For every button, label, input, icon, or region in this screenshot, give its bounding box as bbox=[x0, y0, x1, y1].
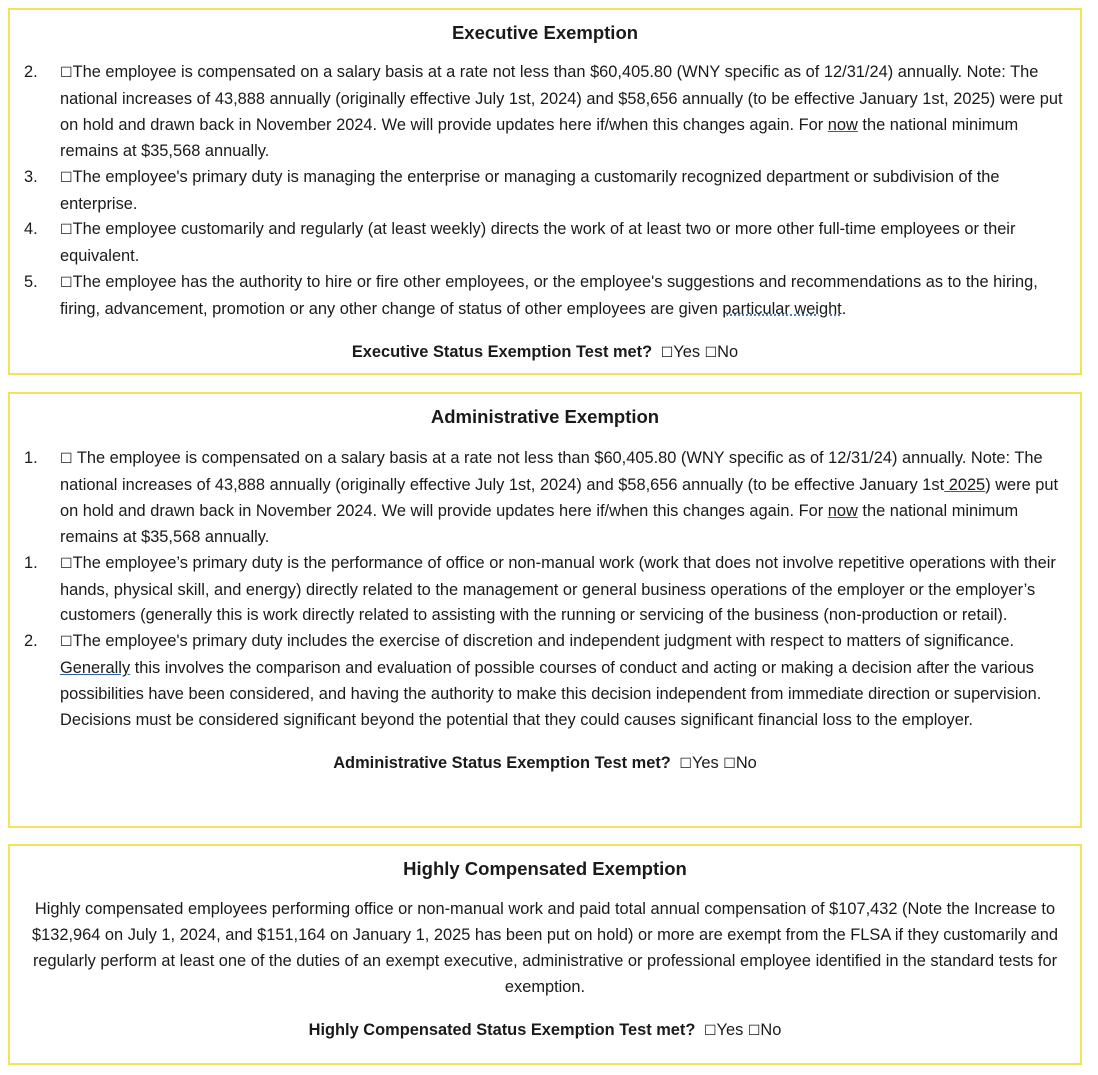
checkbox[interactable]: ☐ bbox=[60, 169, 73, 186]
criteria-item bbox=[10, 217, 1080, 270]
test-question: Highly Compensated Status Exemption Test met? bbox=[308, 1020, 696, 1039]
criteria-item bbox=[10, 165, 1080, 218]
yes-checkbox[interactable]: ☐ bbox=[679, 755, 692, 772]
section-title: Highly Compensated Exemption bbox=[403, 858, 687, 879]
checkbox[interactable]: ☐ bbox=[60, 65, 73, 81]
item-text: The employee has the authority to hire or fire other employees, or the employee's suggestions and recommendations as to the hiring, firing, advancement, promotion or any other change of status of other employees are given bbox=[60, 273, 1038, 319]
checkbox[interactable]: ☐ bbox=[60, 451, 73, 467]
yes-checkbox[interactable]: ☐ bbox=[660, 345, 674, 362]
no-label: No bbox=[717, 343, 739, 362]
item-link-text: now bbox=[827, 501, 858, 520]
exemption-test-line bbox=[10, 752, 1080, 775]
item-number: 1. bbox=[24, 553, 38, 572]
checkbox[interactable]: ☐ bbox=[60, 634, 73, 651]
checkbox[interactable]: ☐ bbox=[60, 555, 73, 572]
highly-compensated-exemption-section bbox=[8, 844, 1082, 1065]
no-checkbox[interactable]: ☐ bbox=[747, 1022, 761, 1039]
yes-label: Yes bbox=[691, 753, 719, 772]
item-text: the national minimum remains at $35,568 annually. bbox=[60, 115, 1019, 160]
criteria-item bbox=[10, 629, 1080, 734]
yes-label: Yes bbox=[673, 343, 701, 362]
item-text: The employee customarily and regularly (at least weekly) directs the work of at least two or more other full-time employees or their equivalent. bbox=[60, 220, 1016, 266]
item-number: 1. bbox=[24, 449, 38, 467]
section-title: Administrative Exemption bbox=[430, 406, 660, 427]
item-text: the national minimum remains at $35,568 annually. bbox=[60, 501, 1019, 546]
checkbox[interactable]: ☐ bbox=[60, 275, 73, 292]
criteria-list bbox=[10, 60, 1080, 323]
criteria-item bbox=[10, 446, 1080, 551]
executive-exemption-section bbox=[8, 8, 1082, 375]
exemption-test-line bbox=[10, 341, 1080, 364]
criteria-item bbox=[10, 551, 1080, 630]
item-text: this involves the comparison and evaluation of possible courses of conduct and acting or making a decision after the various possibilities have been considered, and having the authority to make this decision independent from immediate direction or supervision. Decisions must be considered significant beyond the potential that they could causes significant financial loss to the employer. bbox=[60, 659, 1042, 730]
item-number: 2. bbox=[24, 632, 38, 651]
item-text: . bbox=[841, 300, 847, 319]
criteria-list bbox=[10, 446, 1080, 734]
criteria-item bbox=[10, 270, 1080, 323]
item-text: The employee’s primary duty is the performance of office or non-manual work (work that does not involve repetitive operations with their hands, physical skill, and energy) directly related to the management or general business operations of the employer or the employer’s customers (generally this is work directly related to assisting with the running or servicing of the business (non-production or retail). bbox=[60, 553, 1056, 625]
no-checkbox[interactable]: ☐ bbox=[723, 755, 736, 772]
checkbox[interactable]: ☐ bbox=[60, 222, 73, 239]
item-text: The employee's primary duty includes the exercise of discretion and independent judgment with respect to matters of significance. bbox=[72, 632, 1015, 651]
item-number: 4. bbox=[24, 220, 38, 239]
no-label: No bbox=[760, 1020, 782, 1039]
no-checkbox[interactable]: ☐ bbox=[704, 345, 718, 362]
test-question: Administrative Status Exemption Test met? bbox=[333, 753, 671, 772]
section-title: Executive Exemption bbox=[451, 22, 639, 43]
item-number: 5. bbox=[24, 273, 38, 292]
item-link-text: particular weight bbox=[722, 300, 842, 319]
item-text: The employee is compensated on a salary basis at a rate not less than $60,405.80 (WNY specific as of 12/31/24) annually. Note: The national increases of 43,888 annually (originally effective July 1st, 2024) and $58,656 annually (to be effective January 1st bbox=[60, 449, 1043, 494]
item-link-text: 2025 bbox=[944, 475, 986, 494]
yes-checkbox[interactable]: ☐ bbox=[703, 1022, 717, 1039]
section-body: Highly compensated employees performing office or non-manual work and paid total annual compensation of $107,432 (Note the Increase to $132,964 on July 1, 2024, and $151,164 on January 1, 2025 has been put on hold) or more are exempt from the FLSA if they customarily and regularly perform at least one of the duties of an exempt executive, administrative or professional employee identified in the standard tests for exemption. bbox=[32, 900, 1058, 996]
item-number: 3. bbox=[24, 167, 38, 186]
item-text: The employee is compensated on a salary basis at a rate not less than $60,405.80 (WNY specific as of 12/31/24) annually. Note: The national increases of 43,888 annually (originally effective July 1st, 2024) and $58,656 annually (to be effective January 1st, 2025) were put on hold and drawn back in November 2024. We will provide updates here if/when this changes again. For bbox=[60, 63, 1063, 134]
item-text: The employee's primary duty is managing the enterprise or managing a customarily recognized department or subdivision of the enterprise. bbox=[60, 167, 1000, 213]
item-text: ) were put on hold and drawn back in November 2024. We will provide updates here if/when this changes again. For bbox=[60, 475, 1059, 520]
yes-label: Yes bbox=[716, 1020, 744, 1039]
item-number: 2. bbox=[24, 63, 38, 81]
no-label: No bbox=[735, 753, 757, 772]
item-link-text: Generally bbox=[60, 659, 131, 678]
test-question: Executive Status Exemption Test met? bbox=[351, 343, 653, 362]
administrative-exemption-section bbox=[8, 392, 1082, 828]
exemption-test-line bbox=[10, 1019, 1080, 1042]
criteria-item bbox=[10, 60, 1080, 165]
item-link-text: now bbox=[827, 115, 858, 134]
